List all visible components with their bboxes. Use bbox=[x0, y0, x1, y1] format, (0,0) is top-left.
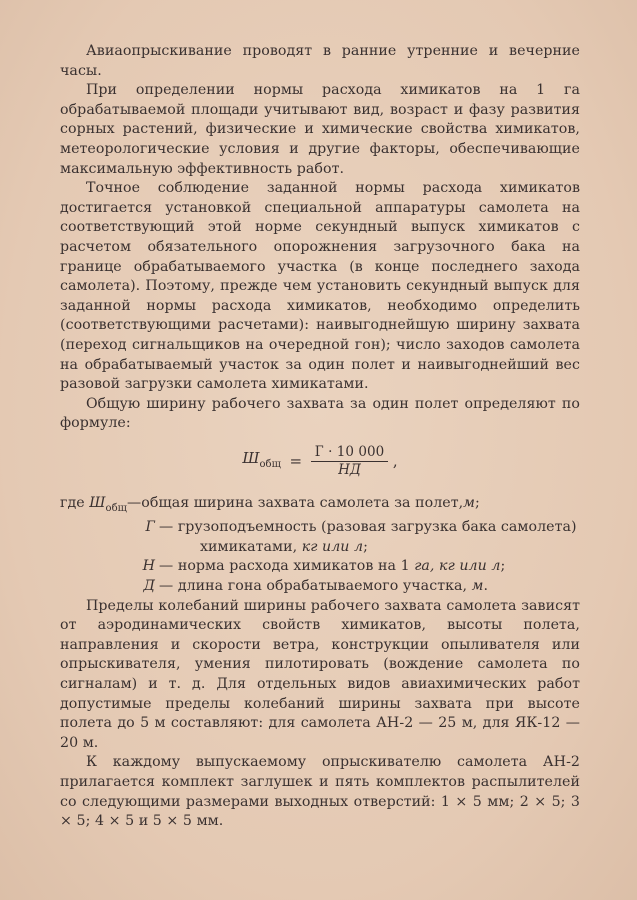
legend-row bbox=[60, 557, 580, 577]
paragraph-2: При определении нормы расхода химикатов на 1 га обрабатываемой площади учитывают вид, возраст и фазу развития сорных растений, физические и химические свойства химикатов, метеорологические условия и другие факторы, обеспечивающие максимальную эффективность работ. bbox=[60, 82, 580, 177]
formula-fraction bbox=[311, 444, 389, 479]
legend-desc-wrap bbox=[159, 518, 580, 538]
paragraph-3: Точное соблюдение заданной нормы расхода химикатов достигается установкой специальной аппаратуры самолета на соответствующий этой норме секундный выпуск химикатов с расчетом обязательного опорожнения загрузочного бака на границе обрабатываемого участка (в конце последнего захода самолета). Поэтому, прежде чем установить секундный выпуск для заданной нормы расхода химикатов, необходимо определить (соответствующими расчетами): наивыгоднейшую ширину захвата (переход сигнальщиков на очередной гон); число заходов самолета на обрабатываемый участок за один полет и наивыгоднейший вес разовой загрузки самолета химикатами. bbox=[60, 180, 580, 393]
paragraph-1: Авиаопрыскивание проводят в ранние утренние и вечерние часы. bbox=[60, 43, 580, 79]
legend-symbol bbox=[89, 494, 127, 518]
legend-row-continuation bbox=[60, 538, 580, 558]
page-text bbox=[60, 42, 580, 832]
legend-unit: га, кг или л bbox=[414, 558, 501, 575]
legend-dash: — bbox=[127, 494, 142, 511]
formula-lhs-symbol: Ш bbox=[242, 448, 260, 467]
legend-desc: норма расхода химикатов на 1 bbox=[177, 558, 415, 575]
legend-symbol: Г bbox=[145, 519, 155, 536]
legend-desc: грузоподъемность (разовая загрузка бака самолета) bbox=[177, 519, 577, 536]
formula-comma: , bbox=[392, 451, 398, 470]
legend-desc-wrap bbox=[159, 557, 580, 577]
legend-unit: кг или л bbox=[301, 538, 364, 555]
legend-symbol-subscript: общ bbox=[105, 502, 128, 514]
formula-equals: = bbox=[289, 451, 303, 470]
legend-lead: где bbox=[60, 494, 85, 511]
paragraph-5: Пределы колебаний ширины рабочего захвата самолета зависят от аэродинамических свойств химикатов, высоты полета, направления и скорости ветра, конструкции опыливателя или опрыскивателя, умения пилотировать (вождение самолета по сигналам) и т. д. Для отдельных видов авиахимических работ допустимые пределы колебаний ширины захвата при высоте полета до 5 м составляют: для самолета АН-2 — 25 м, для ЯК-12 — 20 м. bbox=[60, 597, 580, 751]
legend-desc-wrap bbox=[159, 577, 580, 597]
width-formula bbox=[60, 444, 580, 482]
paragraph-6: К каждому выпускаемому опрыскивателю самолета АН-2 прилагается комплект заглушек и пять комплектов распылителей со следующими размерами выходных отверстий: 1 × 5 мм; 2 × 5; 3 × 5; 4 × 5 и 5 × 5 мм. bbox=[60, 754, 580, 830]
legend-unit: м bbox=[471, 578, 484, 595]
legend-row bbox=[60, 577, 580, 597]
legend-desc: химикатами, bbox=[200, 538, 302, 555]
legend-desc: длина гона обрабатываемого участка, bbox=[177, 578, 472, 595]
legend-desc: общая ширина захвата самолета за полет, bbox=[141, 494, 464, 511]
legend-dash: — bbox=[159, 519, 178, 536]
legend-symbol-letter: Ш bbox=[89, 494, 106, 511]
legend-end: . bbox=[483, 578, 489, 595]
formula-lhs-subscript: общ bbox=[259, 458, 281, 470]
legend-end: ; bbox=[475, 494, 480, 511]
legend-dash: — bbox=[159, 578, 178, 595]
legend-unit: м bbox=[463, 494, 475, 511]
legend-desc-wrap bbox=[200, 538, 368, 558]
variable-legend bbox=[60, 494, 580, 597]
formula-denominator: НД bbox=[338, 461, 361, 478]
legend-end: ; bbox=[500, 558, 506, 575]
legend-row bbox=[60, 494, 580, 518]
formula-lhs bbox=[242, 449, 281, 475]
legend-dash: — bbox=[159, 558, 178, 575]
legend-symbol: Н bbox=[142, 558, 155, 575]
legend-row bbox=[60, 518, 580, 538]
legend-symbol: Д bbox=[143, 578, 155, 595]
paragraph-4: Общую ширину рабочего захвата за один полет определяют по формуле: bbox=[60, 395, 580, 432]
formula-numerator: Г · 10 000 bbox=[311, 444, 389, 462]
legend-end: ; bbox=[363, 538, 368, 555]
